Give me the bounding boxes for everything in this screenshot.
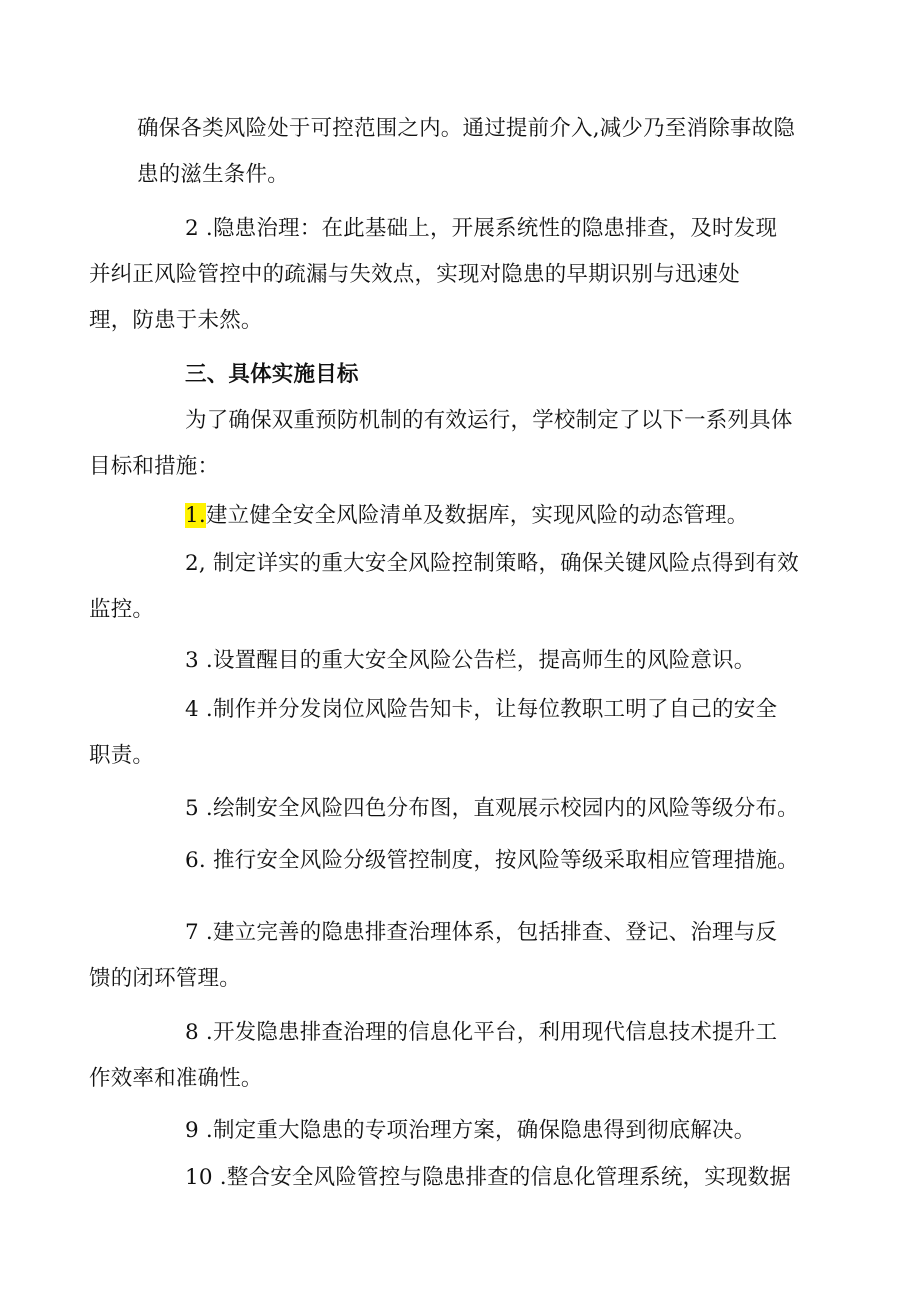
text-line — [137, 493, 797, 539]
text-line: 2 .隐患治理：在此基础上，开展系统性的隐患排查，及时发现 — [185, 216, 778, 241]
paragraph-target-8 — [89, 1010, 797, 1102]
section-heading — [137, 352, 797, 398]
text-line: 理，防患于未然。 — [89, 308, 263, 333]
text-line: 目标和措施： — [89, 454, 220, 479]
paragraph-target-3 — [137, 638, 797, 684]
text-line: 馈的闭环管理。 — [89, 966, 241, 991]
paragraph-target-4 — [89, 687, 797, 779]
target-text: 建立健全安全风险清单及数据库，实现风险的动态管理。 — [205, 503, 749, 528]
text-line: 10 .整合安全风险管控与隐患排查的信息化管理系统，实现数据 — [185, 1165, 792, 1190]
text-line: 7 .建立完善的隐患排查治理体系，包括排查、登记、治理与反 — [185, 920, 778, 945]
text-line: 2, 制定详实的重大安全风险控制策略，确保关键风险点得到有效 — [185, 551, 799, 576]
text-line: 4 .制作并分发岗位风险告知卡，让每位教职工明了自己的安全 — [185, 697, 778, 722]
paragraph-intro — [89, 398, 797, 490]
text-line: 并纠正风险管控中的疏漏与失效点，实现对隐患的早期识别与迅速处 — [89, 262, 741, 287]
paragraph-target-10 — [137, 1155, 797, 1201]
text-line: 8 .开发隐患排查治理的信息化平台，利用现代信息技术提升工 — [185, 1020, 778, 1045]
heading-text: 三、具体实施目标 — [185, 362, 359, 387]
text-line: 为了确保双重预防机制的有效运行，学校制定了以下一系列具体 — [185, 408, 793, 433]
highlighted-marker: 1. — [185, 503, 206, 528]
text-line: 患的滋生条件。 — [137, 162, 289, 187]
text-line: 确保各类风险处于可控范围之内。通过提前介入,减少乃至消除事故隐 — [137, 116, 796, 141]
text-line: 5 .绘制安全风险四色分布图，直观展示校园内的风险等级分布。 — [185, 796, 799, 821]
text-line: 9 .制定重大隐患的专项治理方案，确保隐患得到彻底解决。 — [185, 1118, 756, 1143]
paragraph-target-2 — [89, 541, 799, 633]
paragraph-target-1 — [137, 493, 797, 539]
paragraph-item-2 — [89, 206, 797, 344]
paragraph-target-6 — [137, 838, 797, 884]
paragraph-continuation — [137, 106, 797, 198]
text-line: 6. 推行安全风险分级管控制度，按风险等级采取相应管理措施。 — [185, 848, 799, 873]
paragraph-target-5 — [137, 786, 797, 832]
paragraph-target-9 — [137, 1108, 797, 1154]
paragraph-target-7 — [89, 910, 797, 1002]
text-line: 监控。 — [89, 597, 155, 622]
text-line: 3 .设置醒目的重大安全风险公告栏，提高师生的风险意识。 — [185, 648, 756, 673]
text-line: 职责。 — [89, 743, 155, 768]
text-line: 作效率和准确性。 — [89, 1066, 263, 1091]
